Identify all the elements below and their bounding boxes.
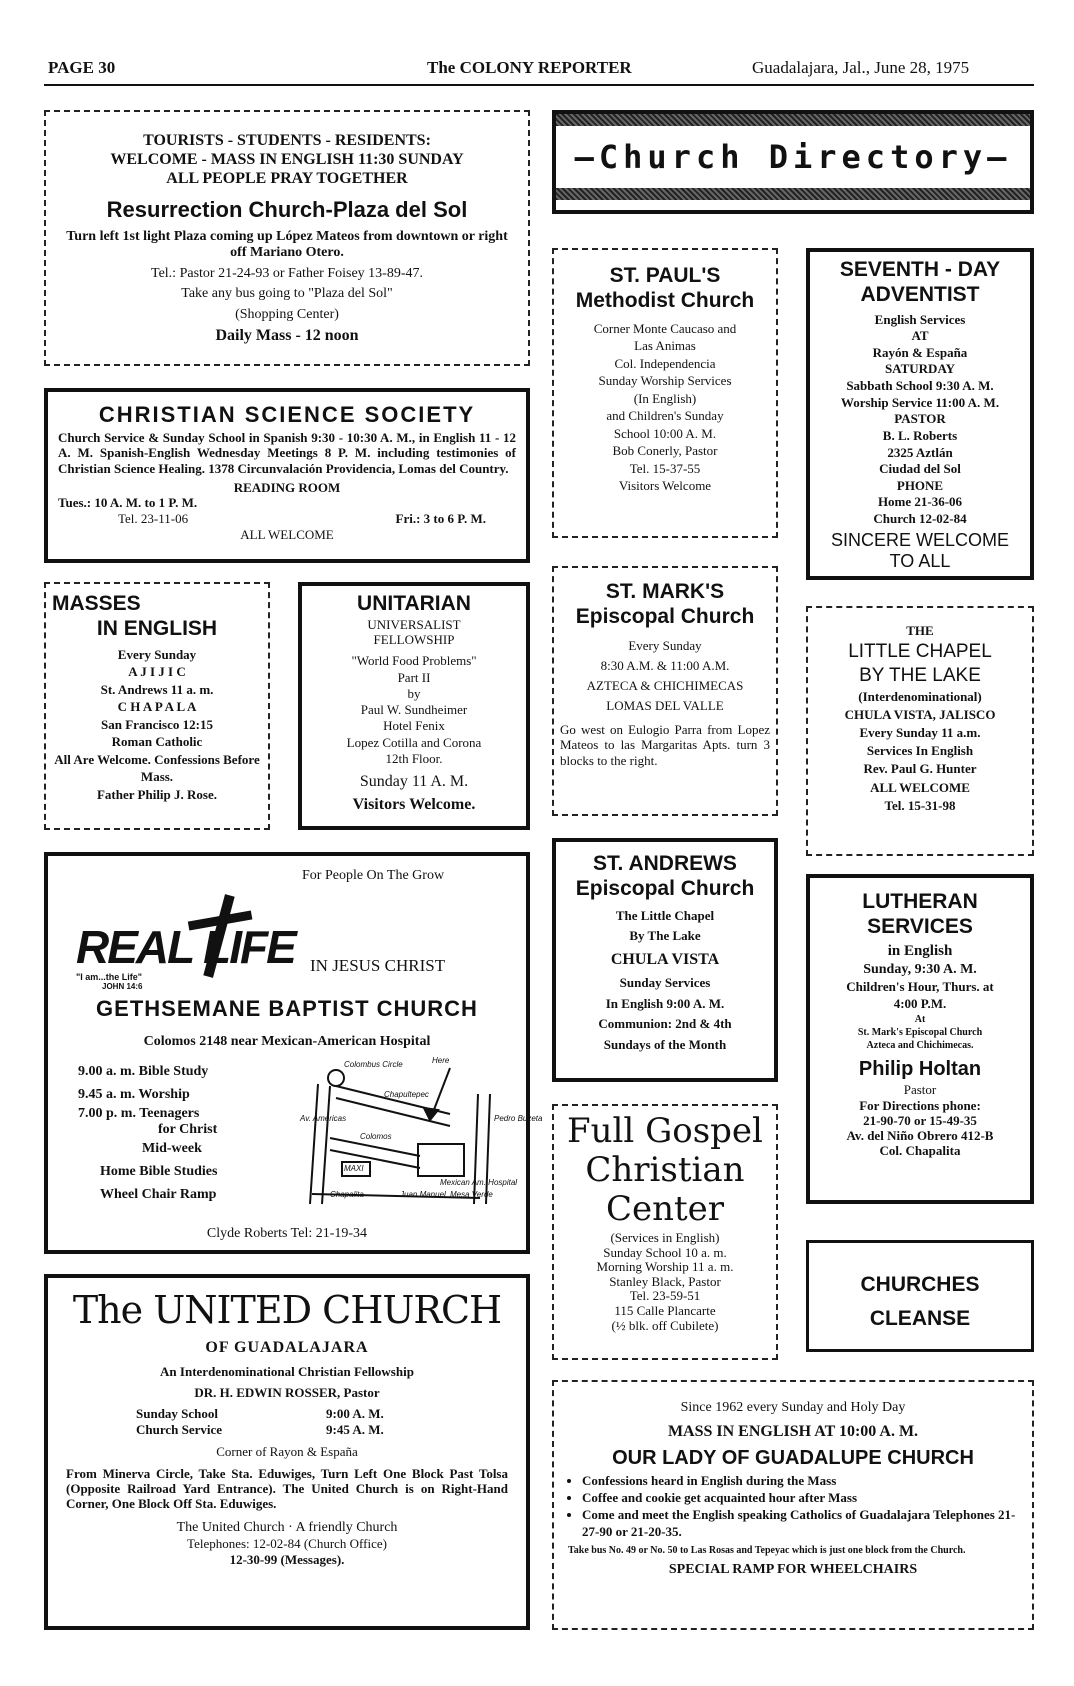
detail-line: BY THE LAKE (859, 664, 981, 686)
ad-line: WELCOME - MASS IN ENGLISH 11:30 SUNDAY (110, 150, 464, 168)
ad-line: ALL PEOPLE PRAY TOGETHER (166, 169, 408, 187)
bus-info: Take any bus going to "Plaza del Sol" (181, 286, 393, 302)
united-church-ad (44, 1274, 530, 1630)
detail-line: In English 9:00 A. M. (605, 995, 725, 1011)
detail-line: (½ blk. off Cubilete) (611, 1317, 719, 1333)
map-label: Mexican Am. Hospital (440, 1178, 518, 1187)
title-line1: LUTHERAN (862, 890, 978, 913)
detail-line: Home 21-36-06 (877, 494, 963, 510)
masses-in-english-ad (44, 582, 270, 830)
directory-title: —Church Directory— (574, 138, 1012, 176)
detail-line: SATURDAY (884, 361, 956, 377)
detail-line: School 10:00 A. M. (613, 425, 717, 441)
detail-line: St. Mark's Episcopal Church (857, 1027, 983, 1038)
lutheran-services-ad (806, 874, 1034, 1204)
detail-line: Visitors Welcome (618, 478, 712, 494)
churches-cleanse-box (806, 1240, 1034, 1352)
detail-line: Children's Hour, Thurs. at (846, 979, 994, 995)
detail-line: Sunday Services (619, 974, 711, 990)
detail-line: Corner Monte Caucaso and (593, 320, 737, 336)
church-name-line1: SEVENTH - DAY (839, 258, 1001, 281)
directions: Turn left 1st light Plaza coming up López Mateos from downtown or right off Mariano Otero. (66, 228, 508, 261)
church-name: Resurrection Church-Plaza del Sol (106, 196, 468, 222)
sincere-welcome: SINCERE WELCOME (830, 529, 1010, 550)
direction-line: Av. del Niño Obrero 412-B (846, 1127, 994, 1143)
friendly-church: The United Church · A friendly Church (176, 1519, 398, 1535)
schedule-line: 7.00 p. m. Teenagers (78, 1106, 200, 1122)
detail-line: Ciudad del Sol (879, 461, 961, 477)
chapel-details (812, 622, 1028, 815)
contact: Clyde Roberts Tel: 21-19-34 (206, 1226, 368, 1241)
map-label: Chapalita (330, 1190, 364, 1199)
church-name-line2: ADVENTIST (860, 282, 980, 306)
detail-line: by (407, 685, 421, 701)
detail-line: Worship Service 11:00 A. M. (840, 394, 1000, 410)
daily-mass: Daily Mass - 12 noon (215, 327, 359, 345)
title-line2: Christian (585, 1150, 745, 1191)
schedule-line: 9.00 a. m. Bible Study (78, 1064, 209, 1079)
detail-line: Bob Conerly, Pastor (612, 443, 718, 459)
title-line2: SERVICES (867, 914, 973, 938)
title-line3: FELLOWSHIP (373, 632, 455, 648)
church-name-line2: Episcopal Church (575, 876, 755, 900)
church-details (560, 320, 770, 495)
title-line2: UNIVERSALIST (367, 616, 461, 632)
directions: Go west on Eulogio Parra from Lopez Mateos to las Margaritas Apts. turn 3 blocks to the right. (560, 722, 770, 768)
st-andrews-episcopal-ad (552, 838, 778, 1082)
newspaper-name: The COLONY REPORTER (427, 58, 632, 77)
schedule (136, 1406, 508, 1438)
church-city: OF GUADALAJARA (205, 1338, 369, 1356)
schedule-time: 9:00 A. M. (326, 1406, 384, 1422)
schedule-item: Sunday School (136, 1406, 219, 1422)
shopping-center: (Shopping Center) (235, 306, 339, 322)
messages-phone: 12-30-99 (Messages). (229, 1551, 345, 1567)
church-name: OUR LADY OF GUADALUPE CHURCH (612, 1447, 974, 1470)
service-details (814, 942, 1026, 1052)
detail-line: San Francisco 12:15 (101, 716, 213, 732)
detail-line: Roman Catholic (111, 734, 203, 750)
pastor-label: Pastor (903, 1081, 937, 1097)
detail-line: 4:00 P.M. (893, 996, 947, 1012)
detail-line: Hotel Fenix (383, 718, 445, 734)
pastor-name: Philip Holtan (858, 1058, 982, 1080)
dateline: Guadalajara, Jal., June 28, 1975 (752, 58, 970, 77)
detail-line: 8:30 A.M. & 11:00 A.M. (600, 657, 730, 673)
detail-line: 115 Calle Plancarte (614, 1303, 716, 1319)
church-name-line1: ST. MARK'S (605, 580, 725, 603)
logo-reference: JOHN 14:6 (102, 982, 143, 991)
detail-line: Paul W. Sundheimer (360, 702, 468, 718)
detail-line: By The Lake (629, 928, 701, 944)
detail-line: CHULA VISTA (610, 951, 720, 969)
banner-shade-top (556, 114, 1030, 126)
fellowship: An Interdenominational Christian Fellowship (160, 1363, 414, 1379)
detail-line: Every Sunday (628, 637, 702, 653)
st-pauls-methodist-ad (552, 248, 778, 538)
detail-line: Sunday Worship Services (598, 373, 732, 389)
ad-line: TOURISTS - STUDENTS - RESIDENTS: (143, 132, 431, 149)
st-marks-episcopal-ad (552, 566, 778, 816)
detail-line: Las Animas (634, 338, 696, 354)
detail-line: CHULA VISTA, JALISCO (844, 706, 996, 722)
schedule-row (136, 1422, 508, 1438)
detail-line: Tel. 23-59-51 (629, 1288, 701, 1304)
detail-line: (In English) (633, 390, 697, 406)
directions (814, 1099, 1026, 1159)
cleanse-line1: CHURCHES (860, 1273, 980, 1296)
guadalupe-church-ad (552, 1380, 1034, 1630)
title-line1: Full Gospel (567, 1111, 763, 1151)
service-details (558, 1231, 772, 1333)
sunday-time: Sunday 11 A. M. (359, 773, 469, 791)
detail-line: LITTLE CHAPEL (848, 641, 992, 663)
detail-line: "World Food Problems" (351, 653, 477, 669)
title-line1: MASSES (52, 592, 141, 615)
feature-item: • Come and meet the English speaking Catholics of Guadalajara Telephones 21-27-90 or 21-20-35. (582, 1507, 1018, 1541)
map-label: Colombus Circle (344, 1060, 403, 1069)
direction-line: Col. Chapalita (879, 1142, 961, 1158)
title-line1: UNITARIAN (357, 592, 471, 615)
detail-line: St. Andrews 11 a. m. (100, 681, 214, 697)
feature-item: • Coffee and cookie get acquainted hour after Mass (582, 1490, 1018, 1507)
detail-line: (Interdenominational) (858, 688, 982, 704)
bus-info: Take bus No. 49 or No. 50 to Las Rosas and Tepeyac which is just one block from the Church. (568, 1544, 966, 1556)
detail-line: Sundays of the Month (603, 1037, 727, 1053)
location-map (300, 1054, 543, 1206)
detail-line: Sunday, 9:30 A. M. (863, 962, 977, 978)
detail-line: All Are Welcome. Confessions Before Mass. (54, 751, 260, 785)
detail-line: Part II (397, 669, 431, 685)
title-line2: IN ENGLISH (96, 616, 218, 640)
ramp-notice: SPECIAL RAMP FOR WHEELCHAIRS (668, 1562, 918, 1578)
church-name-line1: ST. PAUL'S (609, 264, 721, 287)
service-details (562, 906, 768, 1056)
little-chapel-ad (806, 606, 1034, 856)
schedule-time: 9:45 A. M. (326, 1422, 384, 1438)
detail-line: A J I J I C (128, 664, 186, 680)
cleanse-line2: CLEANSE (869, 1306, 971, 1330)
corner: Corner of Rayon & España (216, 1444, 358, 1460)
map-label: Chapultepec (384, 1090, 429, 1099)
detail-line: Sunday School 10 a. m. (603, 1244, 727, 1260)
friday-hours: Fri.: 3 to 6 P. M. (395, 510, 486, 526)
tagline: For People On The Grow (302, 868, 445, 883)
mass-time: MASS IN ENGLISH AT 10:00 A. M. (667, 1422, 919, 1440)
to-all: TO ALL (889, 550, 951, 571)
schedule-line: Mid-week (142, 1140, 202, 1156)
schedule-line: Home Bible Studies (100, 1164, 218, 1180)
map-label: Mesa Verde (450, 1190, 493, 1199)
detail-line: (Services in English) (610, 1230, 720, 1246)
church-details (814, 312, 1026, 528)
church-name-line2: Episcopal Church (575, 604, 755, 628)
telephone: Tel.: Pastor 21-24-93 or Father Foisey 13-89-47. (151, 265, 423, 281)
service-details (560, 636, 770, 717)
logo-wordmark: REAL LIFE (76, 921, 295, 973)
mass-details (52, 646, 262, 804)
detail-line: Lopez Cotilla and Corona (346, 734, 482, 750)
detail-line: Services In English (866, 743, 974, 759)
detail-line: B. L. Roberts (882, 427, 958, 443)
church-name-line1: ST. ANDREWS (593, 852, 737, 875)
gethsemane-baptist-ad (44, 852, 543, 1254)
page-number: PAGE 30 (48, 58, 116, 77)
detail-line: Rev. Paul G. Hunter (863, 761, 977, 777)
map-label: MAXI (344, 1164, 364, 1173)
in-jesus-christ: IN JESUS CHRIST (310, 956, 446, 975)
detail-line: PASTOR (894, 411, 946, 427)
detail-line: LOMAS DEL VALLE (606, 697, 724, 713)
service-info: Church Service & Sunday School in Spanish 9:30 - 10:30 A. M., in English 11 - 12 A. M. Spanish-English Wednesday Meetings 8 P. M. including testimonies of Christian Science Healing. 1378 Circunvalación Providencia, Lomas del Country. (58, 429, 516, 476)
detail-line: Col. Independencia (614, 355, 716, 371)
church-name-line2: Methodist Church (575, 288, 755, 312)
pastor: DR. H. EDWIN ROSSER, Pastor (194, 1385, 380, 1401)
detail-line: Azteca and Chichimecas. (866, 1040, 974, 1051)
detail-line: Tel. 15-31-98 (884, 797, 956, 813)
detail-line: Father Philip J. Rose. (96, 786, 217, 802)
schedule-row (136, 1406, 508, 1422)
detail-line: THE (906, 623, 934, 638)
direction-line: 21-90-70 or 15-49-35 (863, 1112, 977, 1128)
detail-line: PHONE (896, 477, 944, 493)
detail-line: Morning Worship 11 a. m. (596, 1259, 734, 1275)
detail-line: The Little Chapel (615, 907, 715, 923)
logo-quote: "I am...the Life" (76, 972, 143, 982)
detail-line: 2325 Aztlán (887, 444, 953, 460)
unitarian-fellowship-ad (298, 582, 530, 830)
detail-line: AZTECA & CHICHIMECAS (586, 677, 744, 693)
church-directory-banner (552, 110, 1034, 214)
features-list (582, 1473, 1018, 1541)
real-life-logo (76, 890, 306, 990)
reading-room: READING ROOM (233, 479, 341, 495)
detail-line: AT (911, 328, 929, 344)
schedule-item: Church Service (136, 1422, 223, 1438)
program-details (308, 653, 520, 767)
directions: From Minerva Circle, Take Sta. Eduwiges, Turn Left One Block Past Tolsa (Opposite Railroad Yard Entrance). The United Church is on Right-Hand Corner, One Block Off Sta. Eduwiges. (66, 1465, 508, 1512)
detail-line: Church 12-02-84 (873, 511, 967, 527)
schedule (78, 1060, 217, 1206)
christian-science-ad (44, 388, 530, 563)
map-label: Here (432, 1056, 450, 1065)
map-label: Juan Manuel (400, 1190, 446, 1199)
direction-line: For Directions phone: (859, 1097, 981, 1113)
detail-line: Rayón & España (872, 344, 968, 360)
detail-line: Tel. 15-37-55 (629, 460, 701, 476)
detail-line: in English (887, 942, 953, 959)
title-line3: Center (605, 1189, 725, 1230)
detail-line: Sabbath School 9:30 A. M. (846, 378, 994, 394)
detail-line: 12th Floor. (385, 750, 443, 766)
map-label: Pedro Buzeta (494, 1114, 543, 1123)
visitors-welcome: Visitors Welcome. (352, 796, 476, 814)
schedule-line: Wheel Chair Ramp (100, 1187, 217, 1203)
banner-shade-bottom (556, 188, 1030, 200)
schedule-line: 9.45 a. m. Worship (78, 1087, 190, 1103)
resurrection-church-ad (44, 110, 530, 366)
detail-line: Every Sunday 11 a.m. (859, 725, 981, 741)
detail-line: C H A P A L A (117, 699, 197, 715)
schedule-line: for Christ (158, 1121, 218, 1137)
seventh-day-adventist-ad (806, 248, 1034, 580)
church-address: Colomos 2148 near Mexican-American Hospital (143, 1034, 431, 1049)
church-name: GETHSEMANE BAPTIST CHURCH (96, 996, 478, 1021)
tuesday-hours: Tues.: 10 A. M. to 1 P. M. (58, 495, 198, 511)
church-name: The UNITED CHURCH (72, 1288, 502, 1332)
since-line: Since 1962 every Sunday and Holy Day (680, 1400, 906, 1415)
society-name: CHRISTIAN SCIENCE SOCIETY (98, 402, 476, 427)
detail-line: Every Sunday (117, 646, 197, 662)
detail-line: Stanley Black, Pastor (609, 1273, 721, 1289)
feature-item: • Confessions heard in English during the Mass (582, 1473, 1018, 1490)
header-rule (44, 84, 1034, 86)
map-label: Av. Americas (300, 1114, 347, 1123)
all-welcome: ALL WELCOME (240, 526, 334, 542)
detail-line: and Children's Sunday (606, 408, 724, 424)
detail-line: English Services (874, 311, 966, 327)
detail-line: Communion: 2nd & 4th (598, 1016, 732, 1032)
detail-line: ALL WELCOME (870, 779, 970, 795)
telephones: Telephones: 12-02-84 (Church Office) (187, 1536, 387, 1552)
detail-line: At (914, 1014, 926, 1025)
map-label: Colomos (360, 1132, 392, 1141)
reading-room-phone: Tel. 23-11-06 (118, 510, 189, 526)
full-gospel-ad (552, 1104, 778, 1360)
map-labels (300, 1054, 543, 1206)
